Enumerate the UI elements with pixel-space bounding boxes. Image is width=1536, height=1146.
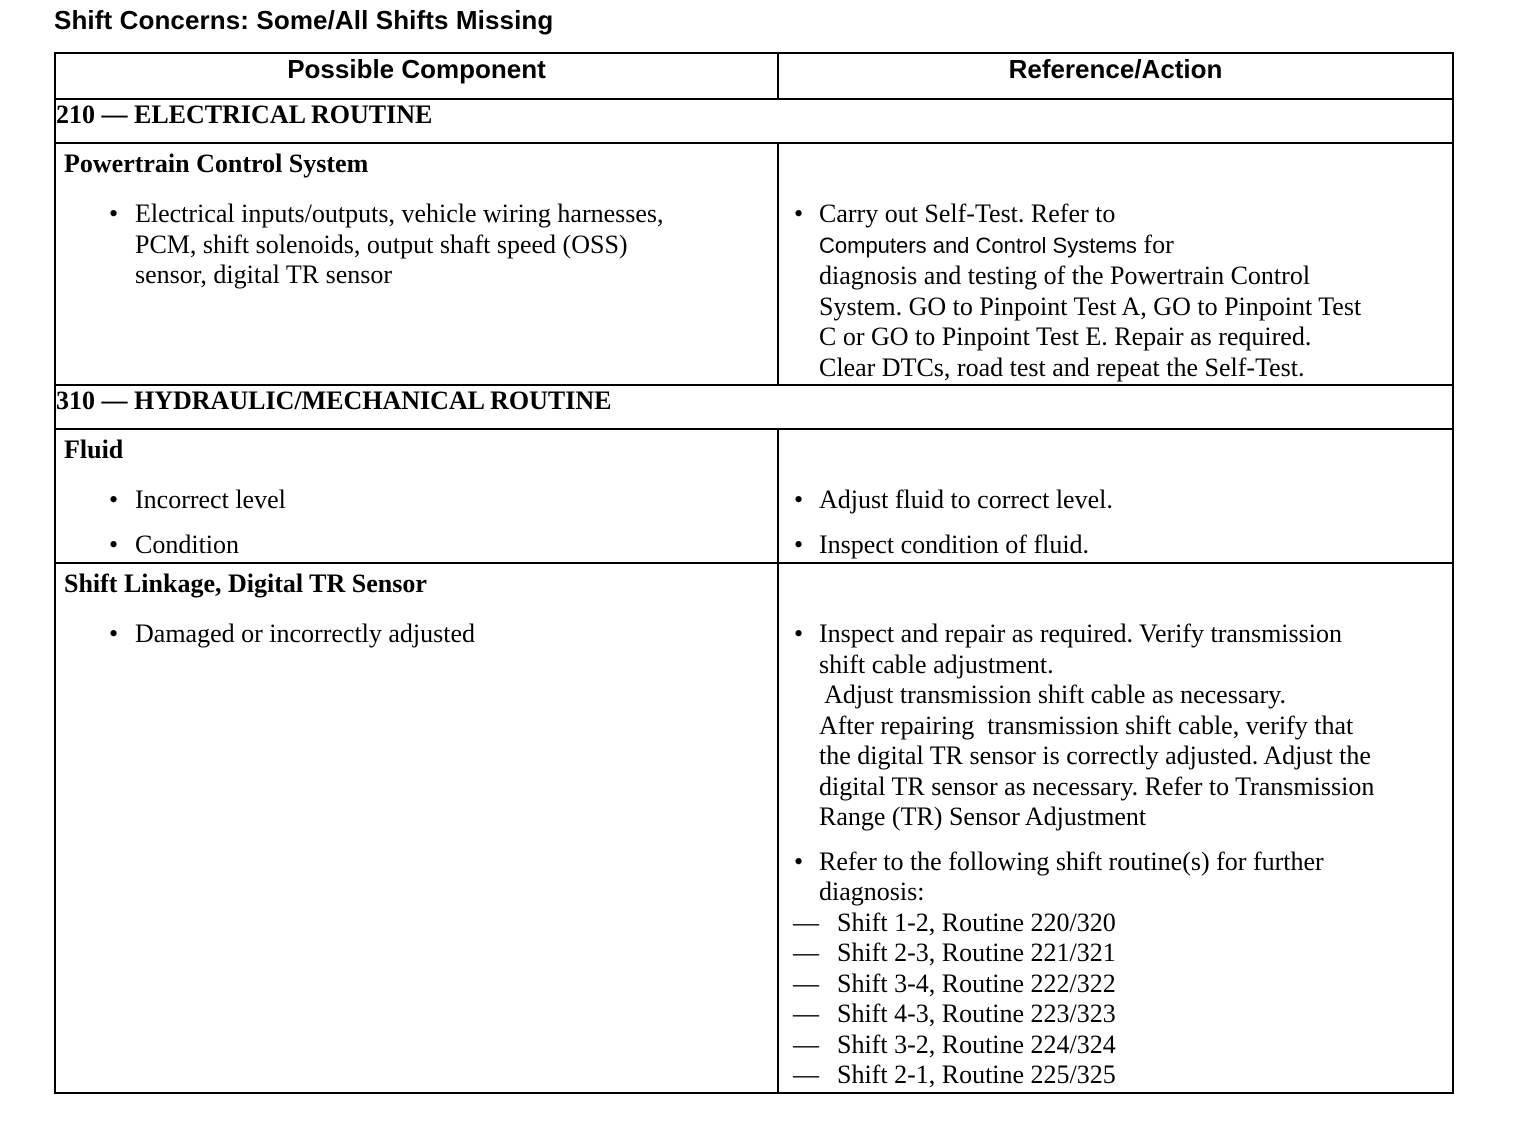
table-row-fluid <box>55 429 1453 563</box>
bullet-icon: • <box>794 529 804 559</box>
list-item <box>56 619 777 650</box>
routine-row-210 <box>55 99 1453 143</box>
bullet-icon: • <box>794 846 804 876</box>
routine-heading-310: 310 — HYDRAULIC/MECHANICAL ROUTINE <box>55 385 1453 429</box>
routine-link[interactable]: Shift 4-3, Routine 223/323 <box>837 999 1116 1028</box>
section-title-powertrain: Powertrain Control System <box>64 149 369 178</box>
routine-link[interactable]: Shift 3-4, Routine 222/322 <box>837 968 1116 998</box>
action-text-line: digital TR sensor as necessary. Refer to Transmission <box>819 771 1375 801</box>
list-item <box>779 969 1452 1000</box>
section-title-linkage: Shift Linkage, Digital TR Sensor <box>64 569 427 598</box>
column-header-component: Possible Component <box>55 53 778 99</box>
list-item <box>779 847 1452 908</box>
dash-icon: — <box>793 999 819 1028</box>
component-text-line: Condition <box>135 529 240 559</box>
list-item <box>779 485 1452 516</box>
action-text-fragment: for <box>1136 229 1174 259</box>
component-text-line: Damaged or incorrectly adjusted <box>135 619 476 648</box>
dash-icon: — <box>793 907 819 937</box>
component-text-line: sensor, digital TR sensor <box>135 260 393 289</box>
action-text-line: shift cable adjustment. <box>819 649 1054 679</box>
routine-link[interactable]: Shift 2-1, Routine 225/325 <box>837 1060 1116 1089</box>
dash-icon: — <box>793 1060 819 1089</box>
list-item <box>779 1060 1452 1091</box>
bullet-icon: • <box>109 619 119 648</box>
routine-heading-210: 210 — ELECTRICAL ROUTINE <box>55 99 1453 143</box>
dash-icon: — <box>793 938 819 967</box>
diagnosis-table <box>54 52 1454 1094</box>
list-item <box>779 530 1452 561</box>
action-text-line: Inspect condition of fluid. <box>819 529 1090 559</box>
action-cell-linkage <box>778 563 1453 1093</box>
bullet-icon: • <box>109 199 119 228</box>
dash-icon: — <box>793 968 819 998</box>
table-row-linkage <box>55 563 1453 1093</box>
action-text-line: Adjust fluid to correct level. <box>819 485 1113 514</box>
routine-row-310 <box>55 385 1453 429</box>
action-text-line: Inspect and repair as required. Verify transmission <box>819 619 1342 648</box>
action-text-line: System. GO to Pinpoint Test A, GO to Pinpoint Test <box>819 291 1362 321</box>
action-text-line: C or GO to Pinpoint Test E. Repair as required. <box>819 322 1312 351</box>
routine-link[interactable]: Shift 3-2, Routine 224/324 <box>837 1029 1116 1059</box>
action-cell-powertrain <box>778 143 1453 385</box>
reference-link-computers[interactable]: Computers and Control Systems <box>819 232 1137 258</box>
list-item <box>779 1030 1452 1061</box>
list-item <box>56 485 777 516</box>
page-title: Shift Concerns: Some/All Shifts Missing <box>54 5 554 35</box>
action-text-line: diagnosis and testing of the Powertrain Control <box>819 261 1311 290</box>
dash-icon: — <box>793 1029 819 1059</box>
list-item <box>779 619 1452 833</box>
action-text-line: Clear DTCs, road test and repeat the Self-Test. <box>819 352 1305 382</box>
action-text-line: Refer to the following shift routine(s) for further <box>819 846 1324 876</box>
bullet-icon: • <box>109 529 119 559</box>
action-text-line: Range (TR) Sensor Adjustment <box>819 802 1147 831</box>
routine-list <box>779 908 1452 1091</box>
component-text-line: PCM, shift solenoids, output shaft speed (OSS) <box>135 229 628 259</box>
list-item <box>779 938 1452 969</box>
routine-link[interactable]: Shift 2-3, Routine 221/321 <box>837 938 1116 967</box>
component-cell-linkage <box>55 563 778 1093</box>
list-item <box>56 199 777 291</box>
component-cell-fluid <box>55 429 778 563</box>
component-cell-powertrain <box>55 143 778 385</box>
action-text-line: Carry out Self-Test. Refer to <box>819 199 1116 228</box>
action-cell-fluid <box>778 429 1453 563</box>
table-row-powertrain <box>55 143 1453 385</box>
action-text-line: Adjust transmission shift cable as necessary. <box>819 680 1286 709</box>
action-text-line: the digital TR sensor is correctly adjusted. Adjust the <box>819 741 1371 770</box>
bullet-icon: • <box>794 485 804 514</box>
action-text-line: After repairing transmission shift cable, verify that <box>819 710 1354 740</box>
bullet-icon: • <box>794 619 804 648</box>
bullet-icon: • <box>109 485 119 514</box>
action-text-line: diagnosis: <box>819 877 925 906</box>
component-text-line: Electrical inputs/outputs, vehicle wiring harnesses, <box>135 199 664 228</box>
routine-link[interactable]: Shift 1-2, Routine 220/320 <box>837 907 1116 937</box>
list-item <box>56 530 777 561</box>
bullet-icon: • <box>794 199 804 228</box>
list-item <box>779 999 1452 1030</box>
column-header-action: Reference/Action <box>778 53 1453 99</box>
component-text-line: Incorrect level <box>135 485 286 514</box>
header-row <box>55 53 1453 99</box>
section-title-fluid: Fluid <box>64 435 124 464</box>
list-item <box>779 908 1452 939</box>
list-item <box>779 199 1452 383</box>
